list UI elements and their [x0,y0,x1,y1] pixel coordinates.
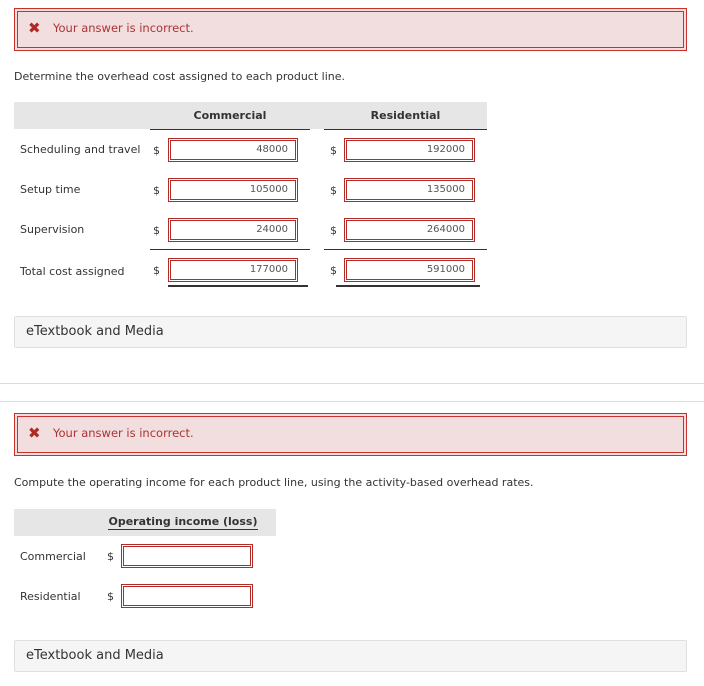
row-label-supervision: Supervision [20,223,85,236]
etextbook-media-link[interactable]: eTextbook and Media [14,640,687,672]
header-underline [108,529,258,530]
error-banner [14,413,687,456]
row-label-setup: Setup time [20,183,81,196]
dollar-sign: $ [153,144,160,157]
dollar-sign: $ [107,590,114,603]
subtotal-line [324,249,487,250]
section-divider [0,383,704,384]
residential-income-input[interactable] [121,584,253,608]
instruction-text: Determine the overhead cost assigned to each product line. [14,70,345,83]
row-label-total: Total cost assigned [20,265,125,278]
error-message: Your answer is incorrect. [53,21,194,35]
section-divider [0,401,704,402]
supervision-commercial-input[interactable]: 24000 [168,218,298,242]
column-header-residential: Residential [370,109,441,122]
row-label-commercial: Commercial [20,550,86,563]
header-underline [150,129,310,130]
x-icon: ✖ [28,424,41,442]
setup-commercial-input[interactable]: 105000 [168,178,298,202]
total-residential-input[interactable]: 591000 [344,258,475,282]
dollar-sign: $ [330,264,337,277]
supervision-residential-input[interactable]: 264000 [344,218,475,242]
total-double-underline [168,285,308,287]
subtotal-line [150,249,310,250]
row-label-residential: Residential [20,590,81,603]
dollar-sign: $ [153,224,160,237]
header-underline [324,129,487,130]
error-message: Your answer is incorrect. [53,426,194,440]
error-banner [14,8,687,51]
commercial-income-input[interactable] [121,544,253,568]
etextbook-media-link[interactable]: eTextbook and Media [14,316,687,348]
setup-residential-input[interactable]: 135000 [344,178,475,202]
dollar-sign: $ [107,550,114,563]
dollar-sign: $ [330,184,337,197]
total-commercial-input[interactable]: 177000 [168,258,298,282]
x-icon: ✖ [28,19,41,37]
instruction-text: Compute the operating income for each product line, using the activity-based overhead rates. [14,476,534,489]
total-double-underline [336,285,480,287]
row-label-scheduling: Scheduling and travel [20,143,141,156]
column-header-commercial: Commercial [193,109,267,122]
scheduling-residential-input[interactable]: 192000 [344,138,475,162]
scheduling-commercial-input[interactable]: 48000 [168,138,298,162]
dollar-sign: $ [330,144,337,157]
column-header-operating-income: Operating income (loss) [108,515,258,528]
dollar-sign: $ [330,224,337,237]
dollar-sign: $ [153,184,160,197]
dollar-sign: $ [153,264,160,277]
